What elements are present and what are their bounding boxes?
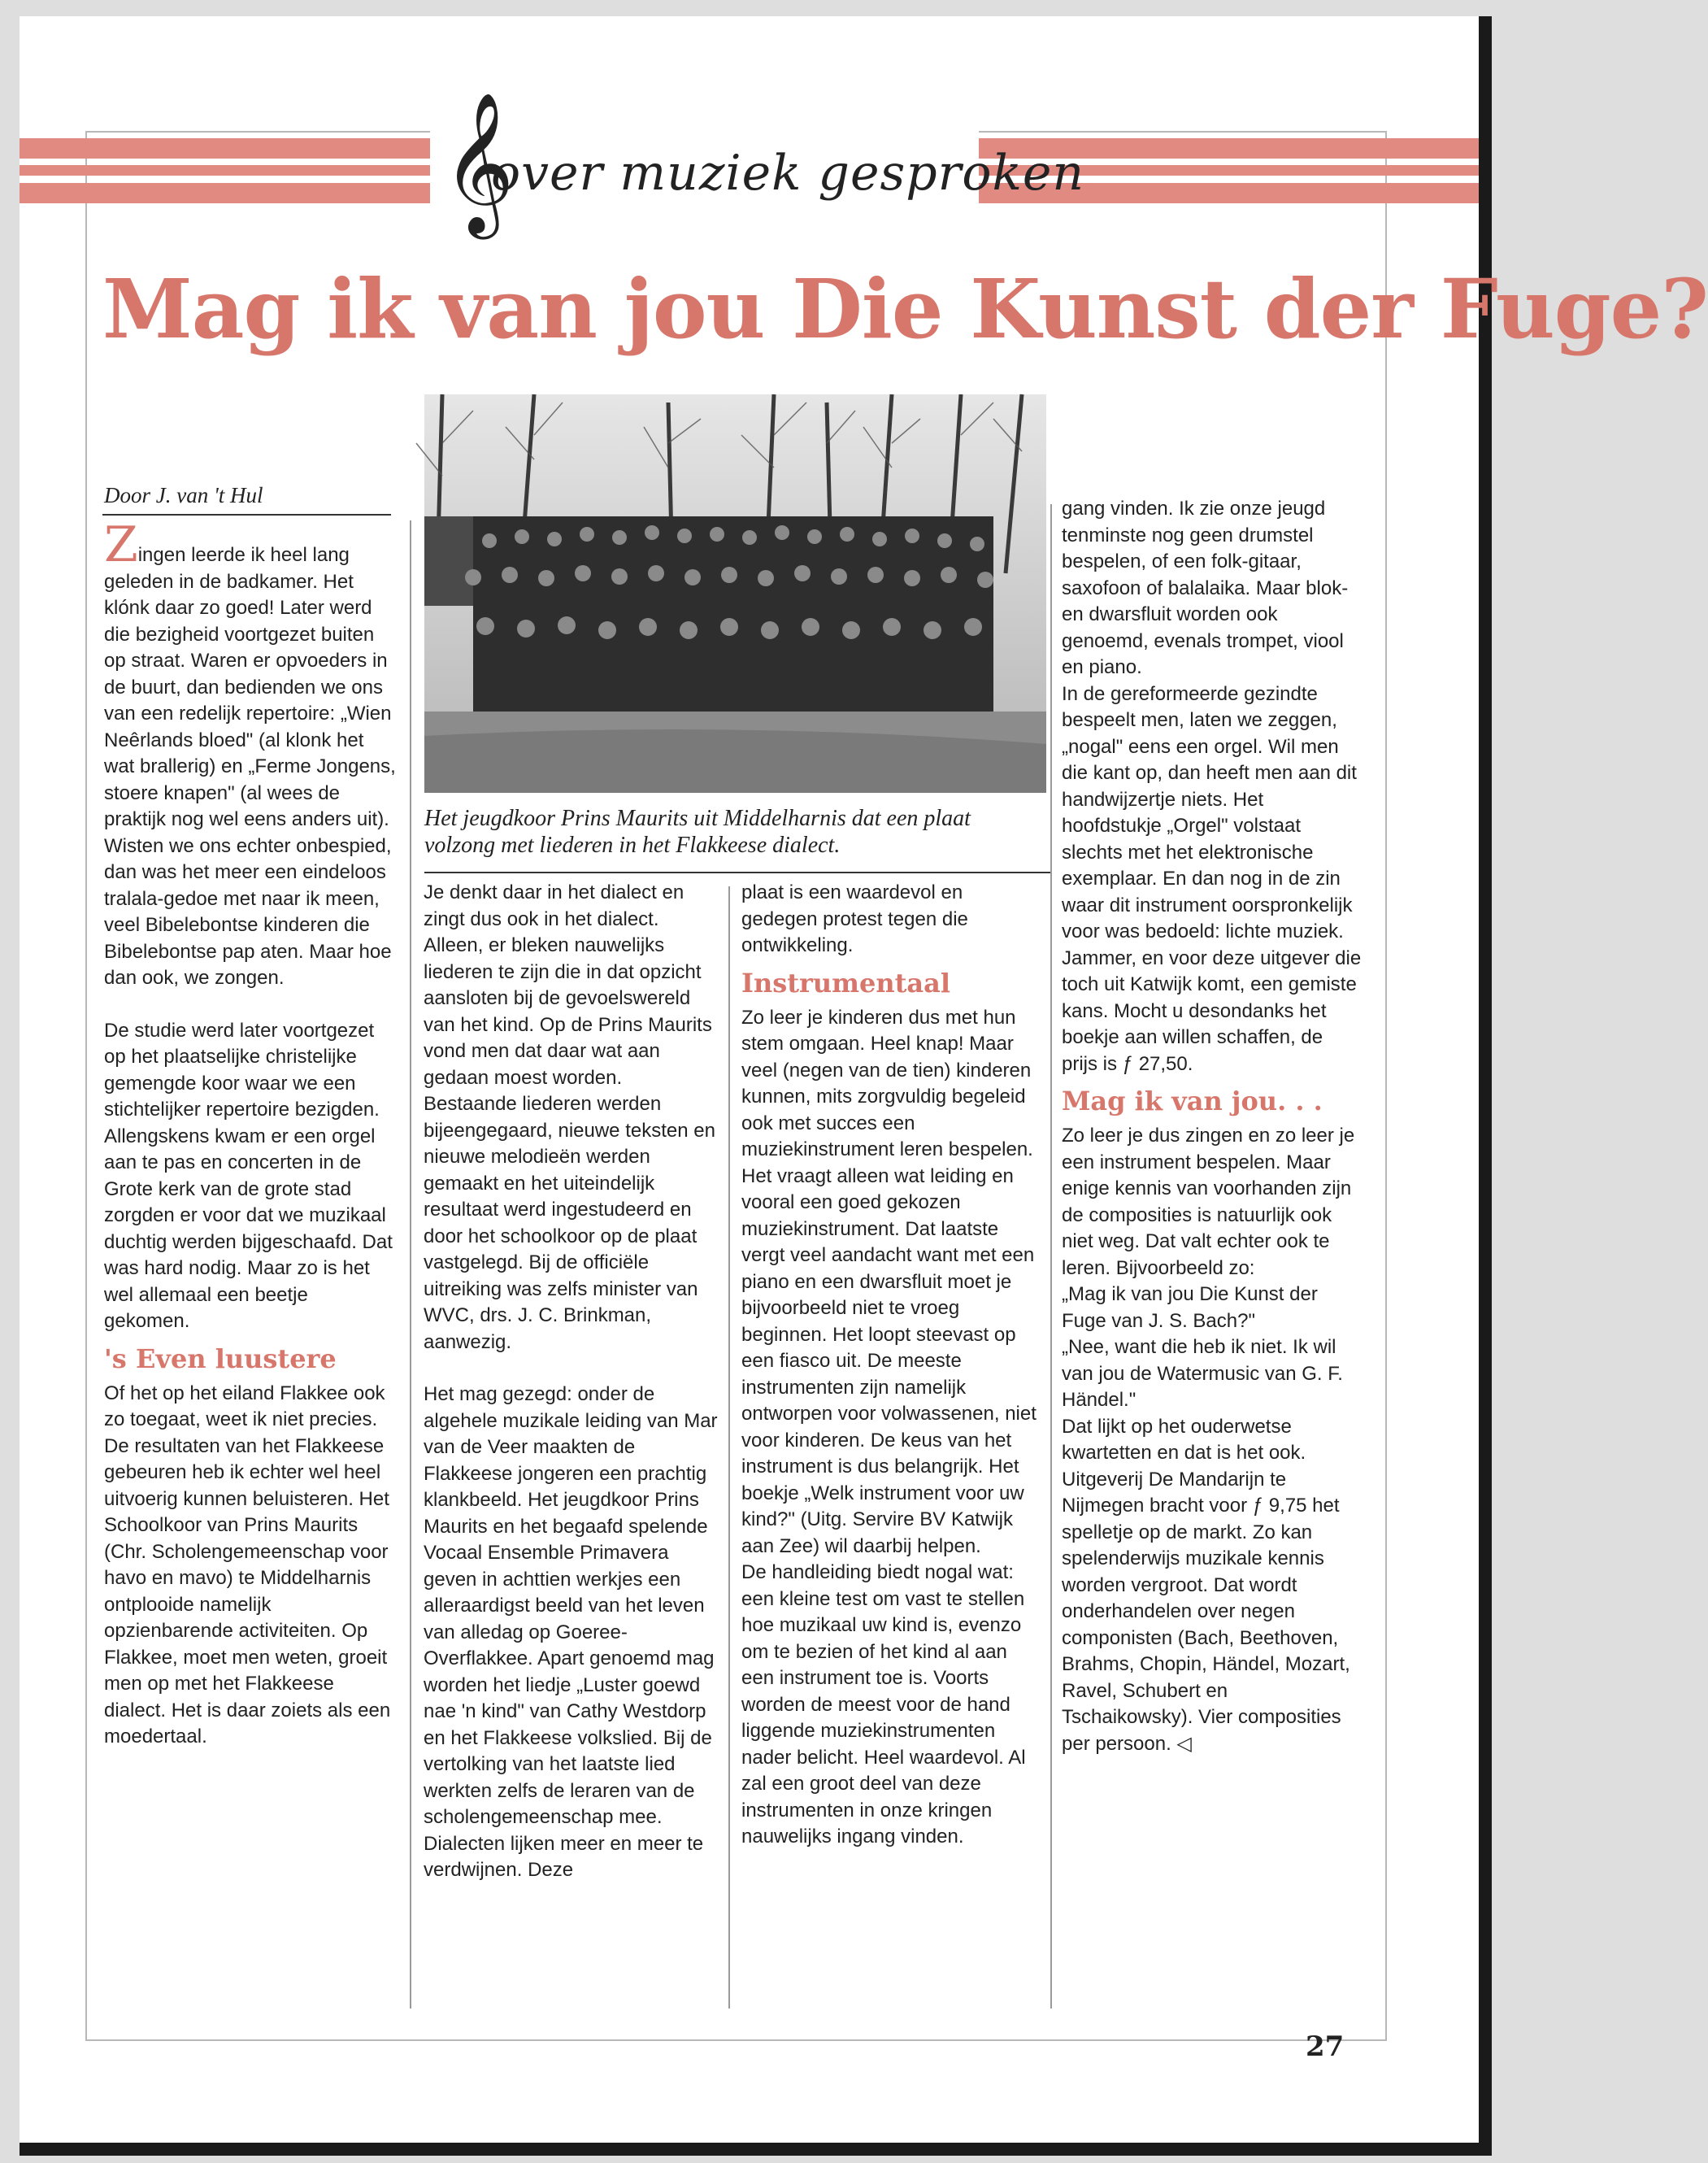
caption-rule	[424, 872, 1050, 873]
paragraph: Het mag gezegd: onder de algehele muzikale leiding van Mar van de Veer maakten de Flakkeese jongeren een prachtig klankbeeld. Het jeugdkoor Prins Maurits en het begaafd spelende Vocaal Ensemble Primavera geven in achttien werkjes een alleraardigst beeld van het leven van alledag op Goeree-Overflakkee. Apart genoemd mag worden het liedje „Luster goewd nae 'n kind" van Cathy Westdorp en het Flakkeese volkslied. Bij de vertolking van het laatste lied werkten zelfs de leraren van de scholengemeenschap mee. Dialecten lijken meer en meer te verdwijnen. Deze	[424, 1383, 718, 1881]
subheading: Mag ik van jou. . .	[1062, 1086, 1323, 1116]
paragraph: De handleiding biedt nogal wat: een kleine test om vast te stellen hoe muzikaal uw kind is, evenzo om te bezien of het kind al aan een instrument toe is. Voorts worden de meest voor de hand liggende muziekinstrumenten nader belicht. Heel waardevol. Al zal een groot deel van deze instrumenten in onze kringen nauwelijks ingang vinden.	[741, 1561, 1026, 1847]
byline: Door J. van 't Hul	[104, 483, 263, 507]
paragraph	[104, 516, 397, 992]
column-divider-1	[410, 520, 411, 2008]
paragraph: Zo leer je kinderen dus met hun stem omgaan. Heel knap! Maar veel (negen van de tien) kinderen kunnen, mits zorgvuldig begeleid ook met succes een muziekinstrument leren bespelen. Het vraagt alleen wat leiding en vooral een goed gekozen muziekinstrument. Dat laatste vergt veel aandacht want met een piano en een dwarsfluit moet je bijvoorbeeld niet te vroeg beginnen. Het loopt steevast op een fiasco uit. De meeste instrumenten zijn namelijk ontworpen voor volwassenen, niet voor kinderen. De keus van het instrument is dus belangrijk. Het boekje „Welk instrument voor uw kind?" (Uitg. Servire BV Katwijk aan Zee) wil daarbij helpen.	[741, 1006, 1037, 1557]
section-title: over muziek gesproken	[491, 145, 1084, 202]
page-number: 27	[1306, 2030, 1345, 2063]
paragraph: Je denkt daar in het dialect en zingt dus ook in het dialect. Alleen, er bleken nauwelijks liederen te zijn die in dat opzicht aansloten bij de gevoelswereld van het kind. Op de Prins Maurits vond men dat daar wat aan gedaan moest worden. Bestaande liederen werden bijeengegaard, nieuwe teksten en nieuwe melodieën werden gemaakt en het uiteindelijk resultaat werd ingestudeerd en door het schoolkoor op de plaat vastgelegd. Bij de officiële uitreiking was zelfs minister van WVC, drs. J. C. Brinkman, aanwezig.	[424, 881, 715, 1353]
paragraph: gang vinden. Ik zie onze jeugd tenminste nog geen drumstel bespelen, of een folk-gitaar, saxofoon of balalaika. Maar blok- en dwarsfluit worden ook genoemd, evenals trompet, viool en piano.	[1062, 498, 1349, 678]
choir-photo	[424, 394, 1046, 793]
subheading: 's Even luustere	[104, 1343, 337, 1374]
drop-cap: Z	[104, 516, 138, 573]
paragraph: plaat is een waardevol en gedegen protest tegen die ontwikkeling.	[741, 881, 968, 956]
magazine-page	[20, 16, 1708, 2156]
column-4	[1062, 496, 1362, 1757]
column-2	[424, 880, 720, 1884]
column-divider-2	[728, 886, 730, 2008]
column-1	[104, 516, 397, 1751]
subheading: Instrumentaal	[741, 967, 951, 999]
photo-caption: Het jeugdkoor Prins Maurits uit Middelharnis dat een plaat volzong met liederen in het Flakkeese dialect.	[424, 806, 971, 858]
paragraph: „Nee, want die heb ik niet. Ik wil van jou de Watermusic van G. F. Händel."	[1062, 1336, 1343, 1411]
paragraph: In de gereformeerde gezindte bespeelt men, laten we zeggen, „nogal" eens een orgel. Wil men die kant op, dan heeft men aan dit handwijzertje niets. Het hoofdstukje „Orgel" volstaat slechts met het elektronische exemplaar. En dan nog in de zin waar dit instrument oorspronkelijk voor was bedoeld: lichte muziek. Jammer, en voor deze uitgever die toch uit Katwijk komt, een gemiste kans. Mocht u desondanks het boekje aan willen schaffen, de prijs is ƒ 27,50.	[1062, 682, 1362, 1075]
paragraph: Dat lijkt op het ouderwetse kwartetten en dat is het ook. Uitgeverij De Mandarijn te Nijmegen bracht voor ƒ 9,75 het spelletje op de markt. Zo kan spelenderwijs muzikale kennis worden vergroot. Dat wordt onderhandelen over negen componisten (Bach, Beethoven, Brahms, Chopin, Händel, Mozart, Ravel, Schubert en Tschaikowsky). Vier composities per persoon. ◁	[1062, 1415, 1350, 1755]
paragraph: De studie werd later voortgezet op het plaatselijke christelijke gemengde koor waar we een stichtelijker repertoire bezigden. Allengskens kwam er een orgel aan te pas en concerten in de Grote kerk van de grote stad zorgden er voor dat we muzikaal duchtig werden bijgeschaafd. Dat was hard nodig. Maar zo is het wel allemaal een beetje gekomen.	[104, 1019, 393, 1332]
article-headline: Mag ik van jou Die Kunst der Fuge?	[102, 261, 1708, 357]
paragraph: „Mag ik van jou Die Kunst der Fuge van J. S. Bach?"	[1062, 1283, 1318, 1332]
column-3	[741, 880, 1042, 1851]
paragraph: Zo leer je dus zingen en zo leer je een instrument bespelen. Maar enige kennis van voorhanden zijn de composities is natuurlijk ook niet weg. Dat valt echter ook te leren. Bijvoorbeeld zo:	[1062, 1125, 1355, 1279]
column-divider-3	[1050, 504, 1052, 2008]
byline-rule	[102, 514, 391, 516]
paragraph-text: ingen leerde ik heel lang geleden in de badkamer. Het klónk daar zo goed! Later werd die bezigheid voortgezet buiten op straat. Waren er opvoeders in de buurt, dan bedienden we ons van een redelijk repertoire: „Wien Neêrlands bloed" (al klonk het wat brallerig) en „Ferme Jongens, stoere knapen" (al wees de praktijk nog wel eens anders uit). Wisten we ons echter onbespied, dan was het meer een eindeloos tralala-gedoe met naar ik meen, veel Bibelebontse kinderen die Bibelebontse pap aten. Maar hoe dan ook, we zongen.	[104, 544, 396, 989]
paragraph: Of het op het eiland Flakkee ook zo toegaat, weet ik niet precies. De resultaten van het Flakkeese gebeuren heb ik echter wel heel uitvoerig kunnen beluisteren. Het Schoolkoor van Prins Maurits (Chr. Scholengemeenschap voor havo en mavo) te Middelharnis ontplooide namelijk opzienbarende activiteiten. Op Flakkee, moet men weten, groeit men op met het Flakkeese dialect. Het is daar zoiets als een moedertaal.	[104, 1382, 391, 1747]
treble-clef-icon: 𝄞	[442, 92, 515, 233]
